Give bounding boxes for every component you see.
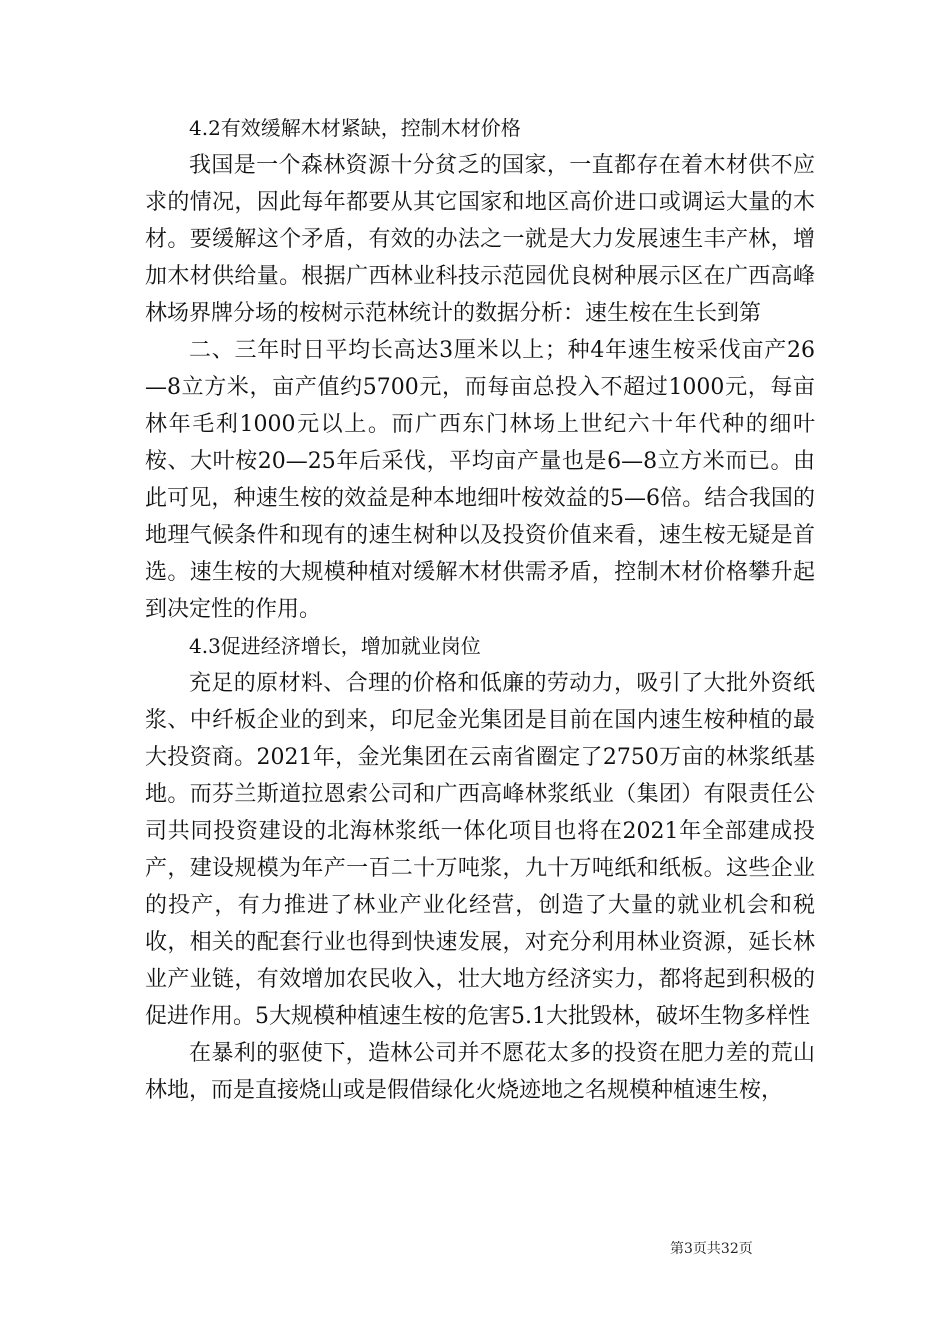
paragraph-timber-shortage: 我国是一个森林资源十分贫乏的国家，一直都存在着木材供不应求的情况，因此每年都要从其它国家和地区高价进口或调运大量的木材。要缓解这个矛盾，有效的办法之一就是大力发展速生丰产林，增加木材供给量。根据广西林业科技示范园优良树种展示区在广西高峰林场界牌分场的桉树示范林统计的数据分析：速生桉在生长到第	[145, 153, 815, 326]
paragraph-yield-comparison: 二、三年时日平均长高达3厘米以上；种4年速生桉采伐亩产26—8立方米，亩产值约5700元，而每亩总投入不超过1000元，每亩林年毛利1000元以上。而广西东门林场上世纪六十年代种的细叶桉、大叶桉20—25年后采伐，平均亩产量也是6—8立方米而已。由此可见，种速生桉的效益是种本地细叶桉效益的5—6倍。结合我国的地理气候条件和现有的速生树种以及投资价值来看，速生桉无疑是首选。速生桉的大规模种植对缓解木材供需矛盾，控制木材价格攀升起到决定性的作用。	[145, 338, 815, 622]
paragraph-economic-growth: 充足的原材料、合理的价格和低廉的劳动力，吸引了大批外资纸浆、中纤板企业的到来，印尼金光集团是目前在国内速生桉种植的最大投资商。2021年，金光集团在云南省圈定了2750万亩的林浆纸基地。而芬兰斯道拉恩索公司和广西高峰林浆纸业（集团）有限责任公司共同投资建设的北海林浆纸一体化项目也将在2021年全部建成投产，建设规模为年产一百二十万吨浆，九十万吨纸和纸板。这些企业的投产，有力推进了林业产业化经营，创造了大量的就业机会和税收，相关的配套行业也得到快速发展，对充分利用林业资源，延长林业产业链，有效增加农民收入，壮大地方经济实力，都将起到积极的促进作用。5大规模种植速生桉的危害5.1大批毁林，破坏生物多样性	[145, 671, 815, 1029]
section-heading-4-2: 4.2有效缓解木材紧缺，控制木材价格	[189, 116, 521, 140]
page-number-footer: 第3页共32页	[670, 1241, 753, 1257]
section-heading-4-3: 4.3促进经济增长，增加就业岗位	[189, 634, 481, 658]
paragraph-deforestation: 在暴利的驱使下，造林公司并不愿花太多的投资在肥力差的荒山林地，而是直接烧山或是假借绿化火烧迹地之名规模种植速生桉，	[145, 1041, 815, 1103]
document-body	[145, 110, 815, 1109]
